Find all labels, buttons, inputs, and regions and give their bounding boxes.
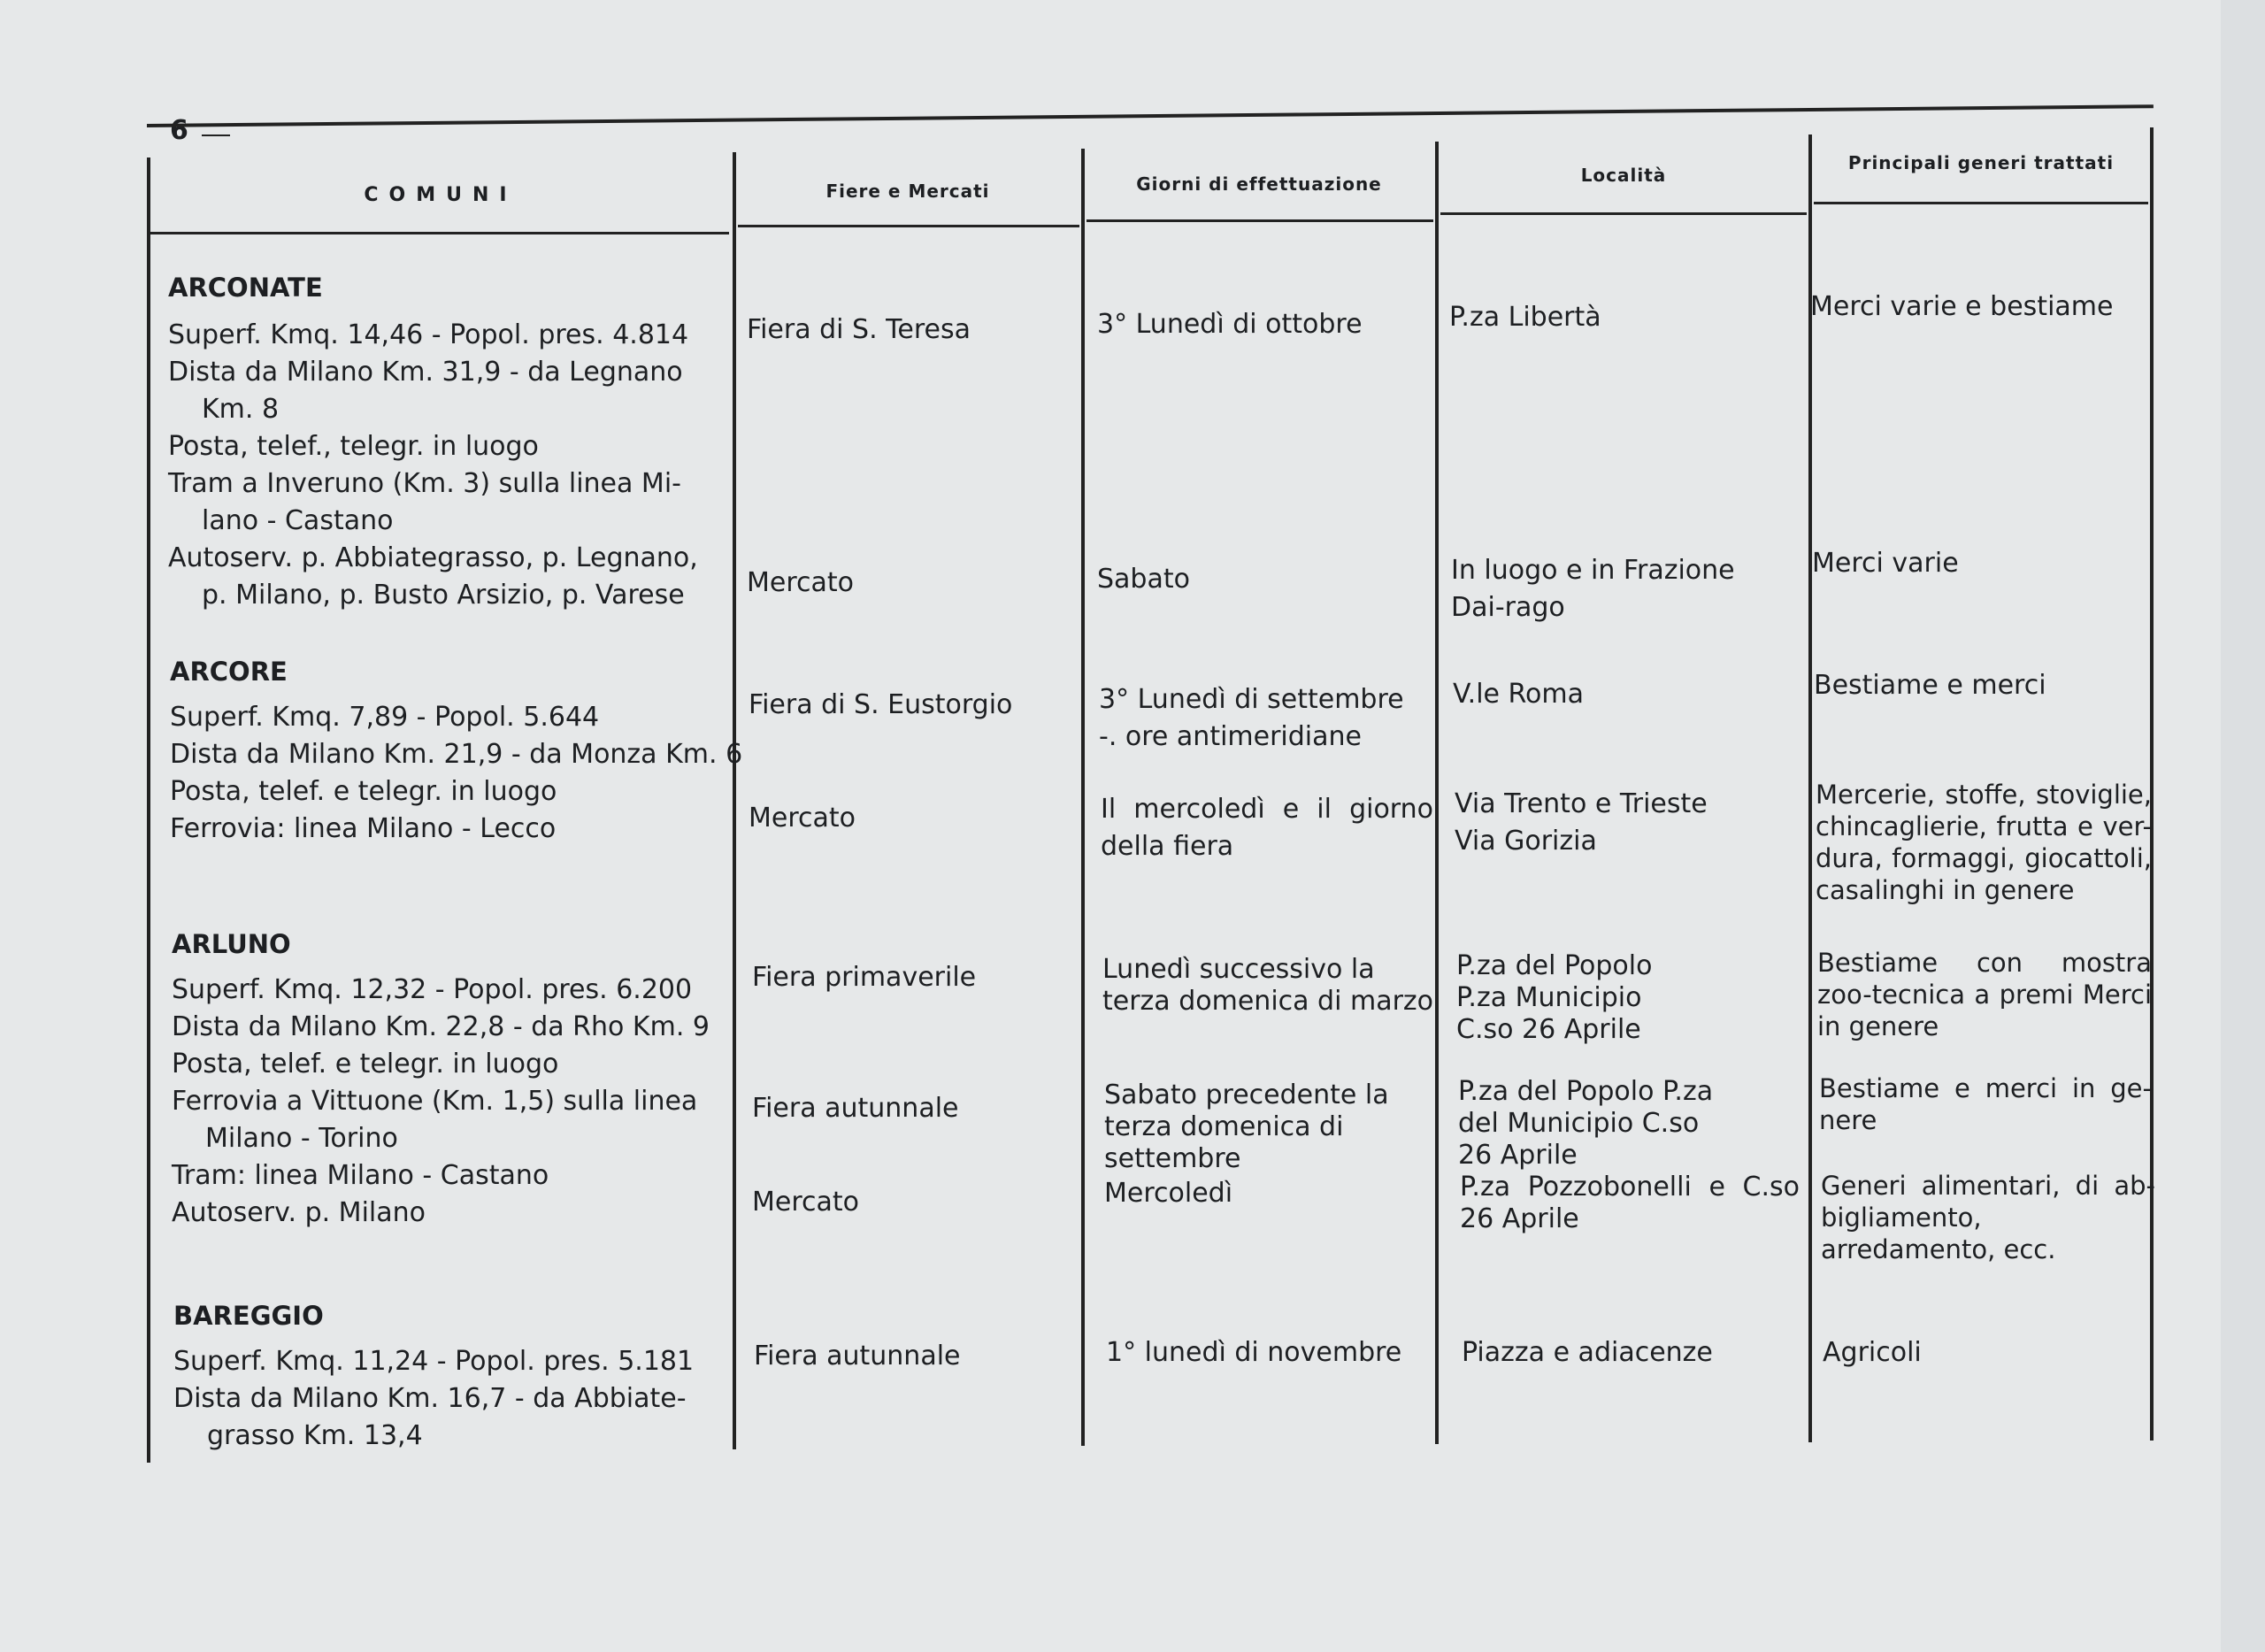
header-generi: Principali generi trattati bbox=[1847, 152, 2115, 173]
event-generi: Mercerie, stoffe, stoviglie, chincaglierie, frutta e ver-dura, formaggi, giocattoli, casalinghi in genere bbox=[1816, 780, 2152, 905]
municipality-info-line: Autoserv. p. Milano bbox=[172, 1197, 426, 1228]
header-rule-comuni bbox=[149, 232, 729, 234]
header-rule-giorni bbox=[1086, 219, 1433, 222]
municipality-name: ARCORE bbox=[170, 657, 288, 687]
municipality-info-line: Dista da Milano Km. 22,8 - da Rho Km. 9 bbox=[172, 1011, 710, 1042]
municipality-info-line: Posta, telef. e telegr. in luogo bbox=[170, 776, 557, 807]
municipality-info-line: Superf. Kmq. 12,32 - Popol. pres. 6.200 bbox=[172, 974, 693, 1005]
municipality-info-line: Ferrovia: linea Milano - Lecco bbox=[170, 813, 557, 844]
municipality-info-line: lano - Castano bbox=[202, 505, 394, 536]
event-fiera: Fiera autunnale bbox=[754, 1341, 961, 1372]
event-generi: Generi alimentari, di ab-bigliamento, arredamento, ecc. bbox=[1821, 1171, 2155, 1264]
event-fiera: Fiera autunnale bbox=[752, 1093, 959, 1124]
event-generi: Merci varie e bestiame bbox=[1810, 291, 2114, 322]
page-number-dash bbox=[202, 134, 230, 136]
page-number: 6 bbox=[170, 115, 188, 146]
municipality-info-line: Tram a Inveruno (Km. 3) sulla linea Mi- bbox=[168, 468, 681, 499]
event-fiera: Fiera primaverile bbox=[752, 962, 977, 993]
municipality-info-line: Dista da Milano Km. 16,7 - da Abbiate- bbox=[173, 1383, 687, 1414]
municipality-info-line: Dista da Milano Km. 31,9 - da Legnano bbox=[168, 357, 683, 388]
event-generi: Bestiame con mostra zoo-tecnica a premi Merci in genere bbox=[1817, 948, 2152, 1041]
event-localita: P.za Pozzobonelli e C.so 26 Aprile bbox=[1460, 1172, 1800, 1234]
event-localita: P.za del Popolo P.za Municipio C.so 26 Aprile bbox=[1456, 950, 1653, 1045]
municipality-info-line: Dista da Milano Km. 21,9 - da Monza Km. 6 bbox=[170, 739, 743, 770]
municipality-info-line: Superf. Kmq. 7,89 - Popol. 5.644 bbox=[170, 702, 600, 733]
municipality-info-line: p. Milano, p. Busto Arsizio, p. Varese bbox=[202, 580, 685, 611]
municipality-info-line: Posta, telef. e telegr. in luogo bbox=[172, 1049, 559, 1080]
municipality-info-line: Posta, telef., telegr. in luogo bbox=[168, 431, 539, 462]
municipality-info-line: Superf. Kmq. 11,24 - Popol. pres. 5.181 bbox=[173, 1346, 695, 1377]
column-divider-comuni bbox=[733, 152, 736, 1449]
event-fiera: Fiera di S. Teresa bbox=[747, 314, 971, 345]
event-fiera: Mercato bbox=[749, 803, 856, 834]
event-fiera: Fiera di S. Eustorgio bbox=[749, 689, 1013, 720]
column-divider-left bbox=[147, 158, 150, 1463]
municipality-name: ARCONATE bbox=[168, 273, 323, 303]
municipality-info-line: Ferrovia a Vittuone (Km. 1,5) sulla linea bbox=[172, 1086, 698, 1117]
event-generi: Merci varie bbox=[1812, 548, 1959, 579]
table-top-rule bbox=[147, 104, 2154, 127]
event-giorni: Sabato precedente la terza domenica di settembre bbox=[1104, 1080, 1389, 1174]
event-giorni: 3° Lunedì di ottobre bbox=[1097, 309, 1363, 340]
event-generi: Agricoli bbox=[1823, 1337, 1922, 1368]
event-generi: Bestiame e merci in ge-nere bbox=[1819, 1073, 2152, 1135]
header-rule-generi bbox=[1814, 202, 2148, 204]
event-fiera: Mercato bbox=[747, 567, 855, 598]
event-localita: Piazza e adiacenze bbox=[1462, 1337, 1713, 1368]
event-localita: V.le Roma bbox=[1453, 679, 1584, 710]
event-giorni: Il mercoledì e il giorno della fiera bbox=[1101, 794, 1433, 862]
event-giorni: Sabato bbox=[1097, 564, 1190, 595]
column-divider-localita bbox=[1808, 134, 1812, 1442]
event-localita: P.za del Popolo P.za del Municipio C.so 26 Aprile bbox=[1458, 1076, 1714, 1171]
header-comuni: COMUNI bbox=[364, 184, 518, 206]
event-localita: Via Trento e Trieste Via Gorizia bbox=[1455, 788, 1708, 857]
municipality-info-line: Km. 8 bbox=[202, 394, 280, 425]
municipality-info-line: Milano - Torino bbox=[205, 1123, 398, 1154]
event-fiera: Mercato bbox=[752, 1187, 860, 1218]
municipality-name: ARLUNO bbox=[172, 929, 291, 959]
event-giorni: Lunedì successivo la terza domenica di marzo bbox=[1102, 954, 1434, 1017]
event-giorni: 3° Lunedì di settembre -. ore antimeridiane bbox=[1099, 684, 1404, 752]
event-localita: P.za Libertà bbox=[1449, 302, 1601, 333]
municipality-info-line: Tram: linea Milano - Castano bbox=[172, 1160, 549, 1191]
header-giorni: Giorni di effettuazione bbox=[1136, 173, 1382, 195]
header-rule-localita bbox=[1440, 212, 1807, 215]
header-rule-fiere bbox=[738, 225, 1079, 227]
column-divider-giorni bbox=[1435, 142, 1439, 1444]
municipality-name: BAREGGIO bbox=[173, 1301, 324, 1331]
event-localita: In luogo e in Frazione Dai-rago bbox=[1451, 555, 1735, 623]
event-generi: Bestiame e merci bbox=[1814, 670, 2046, 701]
header-fiere-mercati: Fiere e Mercati bbox=[825, 181, 990, 202]
header-localita: Località bbox=[1580, 165, 1667, 186]
column-divider-fiere bbox=[1081, 149, 1085, 1446]
municipality-info-line: Autoserv. p. Abbiategrasso, p. Legnano, bbox=[168, 542, 698, 573]
event-giorni: 1° lunedì di novembre bbox=[1106, 1337, 1402, 1368]
municipality-info-line: grasso Km. 13,4 bbox=[207, 1420, 423, 1451]
municipality-info-line: Superf. Kmq. 14,46 - Popol. pres. 4.814 bbox=[168, 319, 689, 350]
event-giorni: Mercoledì bbox=[1104, 1178, 1233, 1209]
